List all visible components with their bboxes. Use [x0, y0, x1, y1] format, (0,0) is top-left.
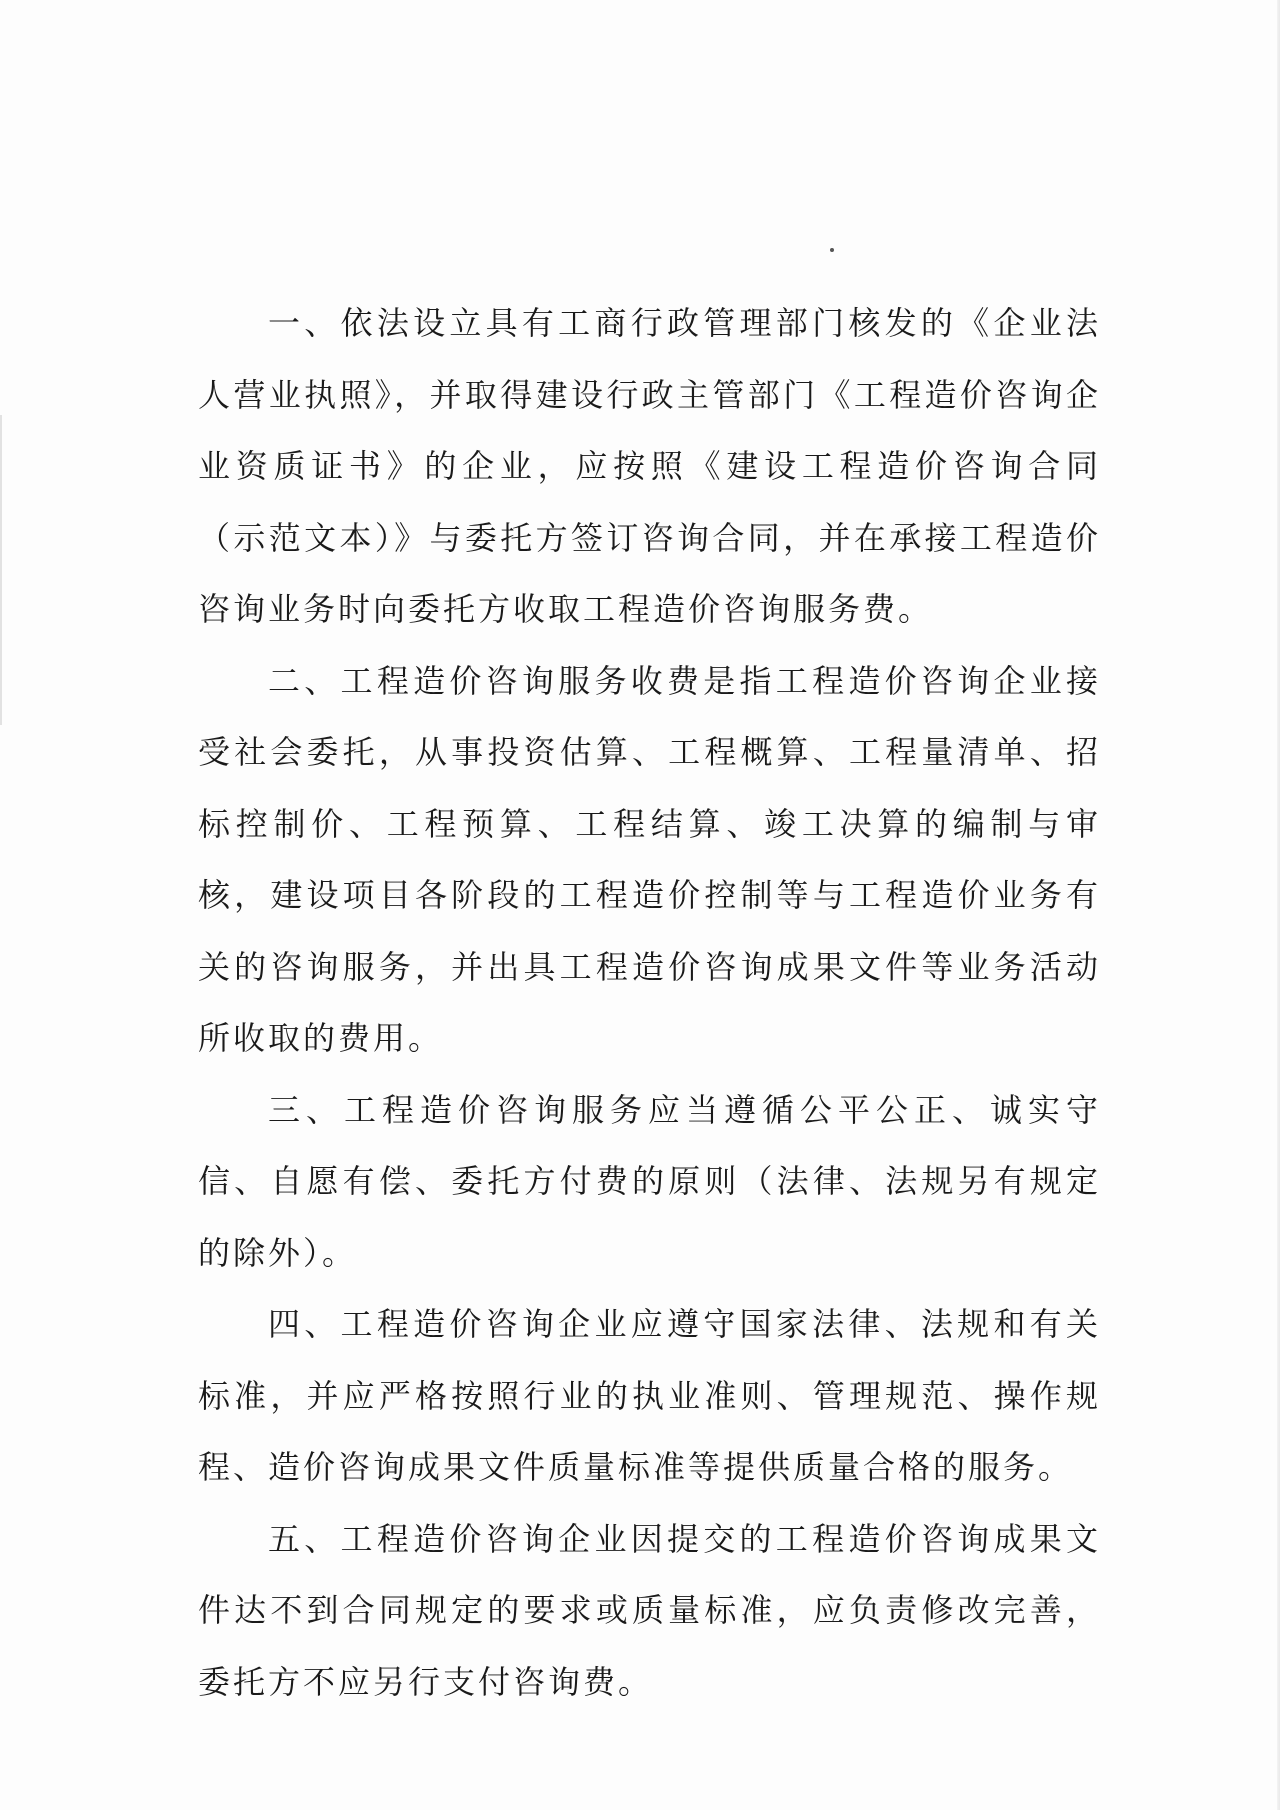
document-body: [198, 288, 1101, 1718]
paragraph-1: 一、依法设立具有工商行政管理部门核发的《企业法人营业执照》，并取得建设行政主管部门《工程造价咨询企业资质证书》的企业，应按照《建设工程造价咨询合同（示范文本）》与委托方签订咨询合同，并在承接工程造价咨询业务时向委托方收取工程造价咨询服务费。: [198, 304, 1101, 628]
paragraph-3: 三、工程造价咨询服务应当遵循公平公正、诚实守信、自愿有偿、委托方付费的原则（法律、法规另有规定的除外）。: [198, 1090, 1101, 1272]
paragraph-2: 二、工程造价咨询服务收费是指工程造价咨询企业接受社会委托，从事投资估算、工程概算、工程量清单、招标控制价、工程预算、工程结算、竣工决算的编制与审核，建设项目各阶段的工程造价控制等与工程造价业务有关的咨询服务，并出具工程造价咨询成果文件等业务活动所收取的费用。: [198, 661, 1101, 1057]
paragraph-4: 四、工程造价咨询企业应遵守国家法律、法规和有关标准，并应严格按照行业的执业准则、管理规范、操作规程、造价咨询成果文件质量标准等提供质量合格的服务。: [198, 1305, 1101, 1486]
paragraph-5: 五、工程造价咨询企业因提交的工程造价咨询成果文件达不到合同规定的要求或质量标准，应负责修改完善，委托方不应另行支付咨询费。: [198, 1519, 1101, 1701]
scan-margin-mark: [0, 415, 2, 725]
scan-speck: [830, 248, 834, 252]
